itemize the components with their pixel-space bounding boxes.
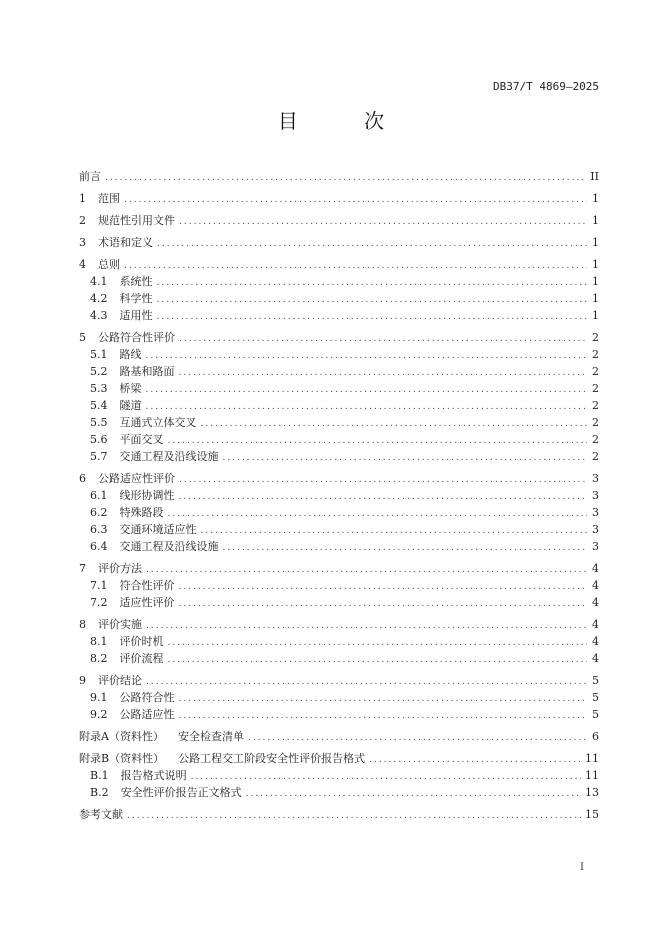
dot-leader bbox=[179, 489, 588, 506]
toc-entry[interactable] bbox=[79, 784, 599, 801]
toc-entry-number: 9.2 bbox=[90, 708, 108, 721]
page-title: 目 次 bbox=[277, 109, 415, 133]
toc-entry-page: 4 bbox=[592, 652, 599, 665]
toc-entry[interactable] bbox=[79, 168, 599, 185]
toc-entry-page: 3 bbox=[592, 472, 599, 485]
toc-entry-number: 6 bbox=[79, 472, 86, 485]
toc-entry-number: 7 bbox=[79, 562, 86, 575]
toc-entry-number: 8 bbox=[79, 618, 86, 631]
toc-entry-label: 科学性 bbox=[119, 292, 153, 305]
toc-entry-number: 4.1 bbox=[90, 275, 108, 288]
dot-leader bbox=[146, 399, 588, 416]
toc-entry-page: 3 bbox=[592, 506, 599, 519]
toc-entry-page: 1 bbox=[592, 192, 599, 205]
toc-entry-label: 评价流程 bbox=[119, 652, 164, 665]
toc-entry-page: 4 bbox=[592, 596, 599, 609]
toc-entry-label: 交通工程及沿线设施 bbox=[119, 540, 219, 553]
toc-entry-number: 5.5 bbox=[90, 416, 108, 429]
dot-leader bbox=[168, 652, 588, 669]
toc-entry-page: 6 bbox=[592, 730, 599, 743]
toc-entry-label: 系统性 bbox=[119, 275, 153, 288]
dot-leader bbox=[179, 472, 587, 489]
toc-entry[interactable] bbox=[79, 616, 599, 633]
toc-entry-number: 5.7 bbox=[90, 450, 108, 463]
toc-entry-page: II bbox=[590, 170, 599, 183]
toc-entry-label: 前言 bbox=[79, 170, 101, 183]
toc-entry-page: 4 bbox=[592, 562, 599, 575]
toc-entry-number: 8.1 bbox=[90, 635, 108, 648]
dot-leader bbox=[105, 170, 586, 187]
toc-entry[interactable] bbox=[79, 273, 599, 290]
toc-entry-label: 评价结论 bbox=[98, 674, 142, 687]
toc-entry-label: 规范性引用文件 bbox=[98, 214, 175, 227]
toc-entry-label: 线形协调性 bbox=[119, 489, 175, 502]
toc-entry[interactable] bbox=[79, 363, 599, 380]
page-number: I bbox=[580, 862, 584, 873]
toc-entry[interactable] bbox=[79, 212, 599, 229]
toc-entry-number: 6.3 bbox=[90, 523, 108, 536]
dot-leader bbox=[179, 214, 587, 231]
toc-entry-page: 5 bbox=[592, 691, 599, 704]
toc-entry-page: 1 bbox=[592, 292, 599, 305]
toc-entry-label: 安全性评价报告正文格式 bbox=[120, 786, 242, 799]
toc-entry-label: 路基和路面 bbox=[119, 365, 175, 378]
toc-entry[interactable] bbox=[79, 448, 599, 465]
table-of-contents bbox=[79, 168, 599, 823]
toc-entry[interactable] bbox=[79, 414, 599, 431]
toc-entry-number: 4.3 bbox=[90, 309, 108, 322]
toc-entry[interactable] bbox=[79, 470, 599, 487]
toc-entry-number: 9 bbox=[79, 674, 86, 687]
toc-entry-page: 3 bbox=[592, 489, 599, 502]
toc-entry-number: B.2 bbox=[90, 786, 109, 799]
toc-entry[interactable] bbox=[79, 806, 599, 823]
toc-entry-page: 5 bbox=[592, 674, 599, 687]
toc-entry-label: 平面交叉 bbox=[119, 433, 164, 446]
toc-entry-page: 2 bbox=[592, 399, 599, 412]
toc-entry-label: 互通式立体交叉 bbox=[119, 416, 197, 429]
toc-entry-page: 4 bbox=[592, 618, 599, 631]
toc-entry-number: 7.1 bbox=[90, 579, 108, 592]
toc-entry[interactable] bbox=[79, 633, 599, 650]
toc-entry-page: 1 bbox=[592, 258, 599, 271]
toc-entry-page: 2 bbox=[592, 365, 599, 378]
toc-entry-page: 2 bbox=[592, 382, 599, 395]
dot-leader bbox=[146, 562, 587, 579]
dot-leader bbox=[157, 275, 588, 292]
dot-leader bbox=[179, 365, 588, 382]
toc-entry-label: 公路工程交工阶段安全性评价报告格式 bbox=[178, 752, 366, 765]
toc-entry-number: 4 bbox=[79, 258, 86, 271]
toc-entry-page: 15 bbox=[585, 808, 599, 821]
toc-entry[interactable] bbox=[79, 431, 599, 448]
toc-entry-page: 5 bbox=[592, 708, 599, 721]
dot-leader bbox=[168, 635, 588, 652]
toc-entry-label: 适应性评价 bbox=[119, 596, 175, 609]
toc-entry-label: 公路符合性 bbox=[119, 691, 175, 704]
toc-entry-label: 交通环境适应性 bbox=[119, 523, 197, 536]
toc-entry-number: 5.2 bbox=[90, 365, 108, 378]
dot-leader bbox=[201, 523, 588, 540]
toc-entry-number: 9.1 bbox=[90, 691, 108, 704]
dot-leader bbox=[157, 292, 588, 309]
toc-entry[interactable] bbox=[79, 650, 599, 667]
toc-entry[interactable] bbox=[79, 750, 599, 767]
toc-entry-page: 1 bbox=[592, 275, 599, 288]
dot-leader bbox=[168, 433, 588, 450]
toc-entry-number: 4.2 bbox=[90, 292, 108, 305]
dot-leader bbox=[223, 450, 588, 467]
toc-entry-number: B.1 bbox=[90, 769, 109, 782]
toc-entry-number: 6.1 bbox=[90, 489, 108, 502]
dot-leader bbox=[369, 752, 581, 769]
toc-entry-label: 公路适应性评价 bbox=[98, 472, 175, 485]
dot-leader bbox=[157, 236, 587, 253]
toc-entry-number: 5.6 bbox=[90, 433, 108, 446]
toc-entry[interactable] bbox=[79, 380, 599, 397]
toc-entry-number: 5 bbox=[79, 331, 86, 344]
toc-entry-page: 1 bbox=[592, 214, 599, 227]
dot-leader bbox=[124, 192, 587, 209]
toc-entry-label: 路线 bbox=[119, 348, 142, 361]
dot-leader bbox=[179, 331, 587, 348]
toc-entry-label: 特殊路段 bbox=[119, 506, 164, 519]
toc-entry-label: 符合性评价 bbox=[119, 579, 175, 592]
toc-entry[interactable] bbox=[79, 307, 599, 324]
toc-entry-page: 13 bbox=[585, 786, 599, 799]
dot-leader bbox=[223, 540, 588, 557]
toc-entry[interactable] bbox=[79, 346, 599, 363]
toc-entry-page: 2 bbox=[592, 416, 599, 429]
toc-entry-label: 桥梁 bbox=[119, 382, 142, 395]
toc-entry-page: 11 bbox=[585, 769, 599, 782]
dot-leader bbox=[127, 808, 581, 825]
toc-entry[interactable] bbox=[79, 329, 599, 346]
dot-leader bbox=[179, 691, 588, 708]
toc-entry-number: 2 bbox=[79, 214, 86, 227]
toc-entry-number: 6.4 bbox=[90, 540, 108, 553]
dot-leader bbox=[157, 309, 588, 326]
toc-entry-label: 评价实施 bbox=[98, 618, 142, 631]
toc-entry-page: 1 bbox=[592, 236, 599, 249]
toc-entry[interactable] bbox=[79, 728, 599, 745]
toc-entry[interactable] bbox=[79, 538, 599, 555]
toc-entry[interactable] bbox=[79, 767, 599, 784]
toc-entry-label: 评价方法 bbox=[98, 562, 142, 575]
toc-entry-number: 7.2 bbox=[90, 596, 108, 609]
toc-entry-number: 5.1 bbox=[90, 348, 108, 361]
toc-entry-page: 3 bbox=[592, 523, 599, 536]
toc-entry-label: 参考文献 bbox=[79, 808, 123, 821]
toc-entry[interactable] bbox=[79, 594, 599, 611]
dot-leader bbox=[168, 506, 588, 523]
toc-entry-page: 11 bbox=[585, 752, 599, 765]
toc-entry[interactable] bbox=[79, 577, 599, 594]
toc-entry-number: 附录B（资料性） bbox=[79, 752, 165, 765]
toc-entry-page: 2 bbox=[592, 433, 599, 446]
dot-leader bbox=[146, 674, 587, 691]
toc-entry-number: 附录A（资料性） bbox=[79, 730, 164, 743]
toc-entry-label: 总则 bbox=[98, 258, 120, 271]
toc-entry-number: 6.2 bbox=[90, 506, 108, 519]
toc-entry-label: 交通工程及沿线设施 bbox=[119, 450, 219, 463]
document-code: DB37/T 4869—2025 bbox=[493, 80, 599, 93]
dot-leader bbox=[124, 258, 587, 275]
toc-entry-page: 3 bbox=[592, 540, 599, 553]
toc-entry[interactable] bbox=[79, 290, 599, 307]
toc-entry[interactable] bbox=[79, 397, 599, 414]
toc-entry-number: 8.2 bbox=[90, 652, 108, 665]
toc-entry[interactable] bbox=[79, 190, 599, 207]
dot-leader bbox=[179, 579, 588, 596]
toc-entry[interactable] bbox=[79, 504, 599, 521]
toc-entry-page: 4 bbox=[592, 635, 599, 648]
toc-entry-label: 评价时机 bbox=[119, 635, 164, 648]
toc-entry[interactable] bbox=[79, 487, 599, 504]
toc-entry[interactable] bbox=[79, 706, 599, 723]
toc-entry-label: 公路符合性评价 bbox=[98, 331, 175, 344]
dot-leader bbox=[191, 769, 581, 786]
toc-entry-label: 隧道 bbox=[119, 399, 142, 412]
toc-entry[interactable] bbox=[79, 234, 599, 251]
toc-entry-label: 术语和定义 bbox=[98, 236, 153, 249]
toc-entry[interactable] bbox=[79, 560, 599, 577]
dot-leader bbox=[248, 730, 587, 747]
toc-entry-page: 2 bbox=[592, 331, 599, 344]
toc-entry-label: 报告格式说明 bbox=[120, 769, 187, 782]
dot-leader bbox=[246, 786, 581, 803]
toc-entry[interactable] bbox=[79, 256, 599, 273]
toc-entry-label: 公路适应性 bbox=[119, 708, 175, 721]
toc-entry-label: 适用性 bbox=[119, 309, 153, 322]
toc-entry-page: 2 bbox=[592, 450, 599, 463]
toc-entry-page: 1 bbox=[592, 309, 599, 322]
toc-entry-number: 5.4 bbox=[90, 399, 108, 412]
toc-entry-label: 安全检查清单 bbox=[177, 730, 244, 743]
toc-entry-page: 2 bbox=[592, 348, 599, 361]
dot-leader bbox=[146, 382, 588, 399]
dot-leader bbox=[179, 708, 588, 725]
dot-leader bbox=[146, 618, 587, 635]
toc-entry-label: 范围 bbox=[98, 192, 120, 205]
toc-entry-number: 5.3 bbox=[90, 382, 108, 395]
toc-entry-number: 3 bbox=[79, 236, 86, 249]
toc-entry-number: 1 bbox=[79, 192, 86, 205]
toc-entry[interactable] bbox=[79, 672, 599, 689]
toc-entry[interactable] bbox=[79, 689, 599, 706]
toc-entry[interactable] bbox=[79, 521, 599, 538]
dot-leader bbox=[179, 596, 588, 613]
dot-leader bbox=[201, 416, 588, 433]
toc-entry-page: 4 bbox=[592, 579, 599, 592]
dot-leader bbox=[146, 348, 588, 365]
